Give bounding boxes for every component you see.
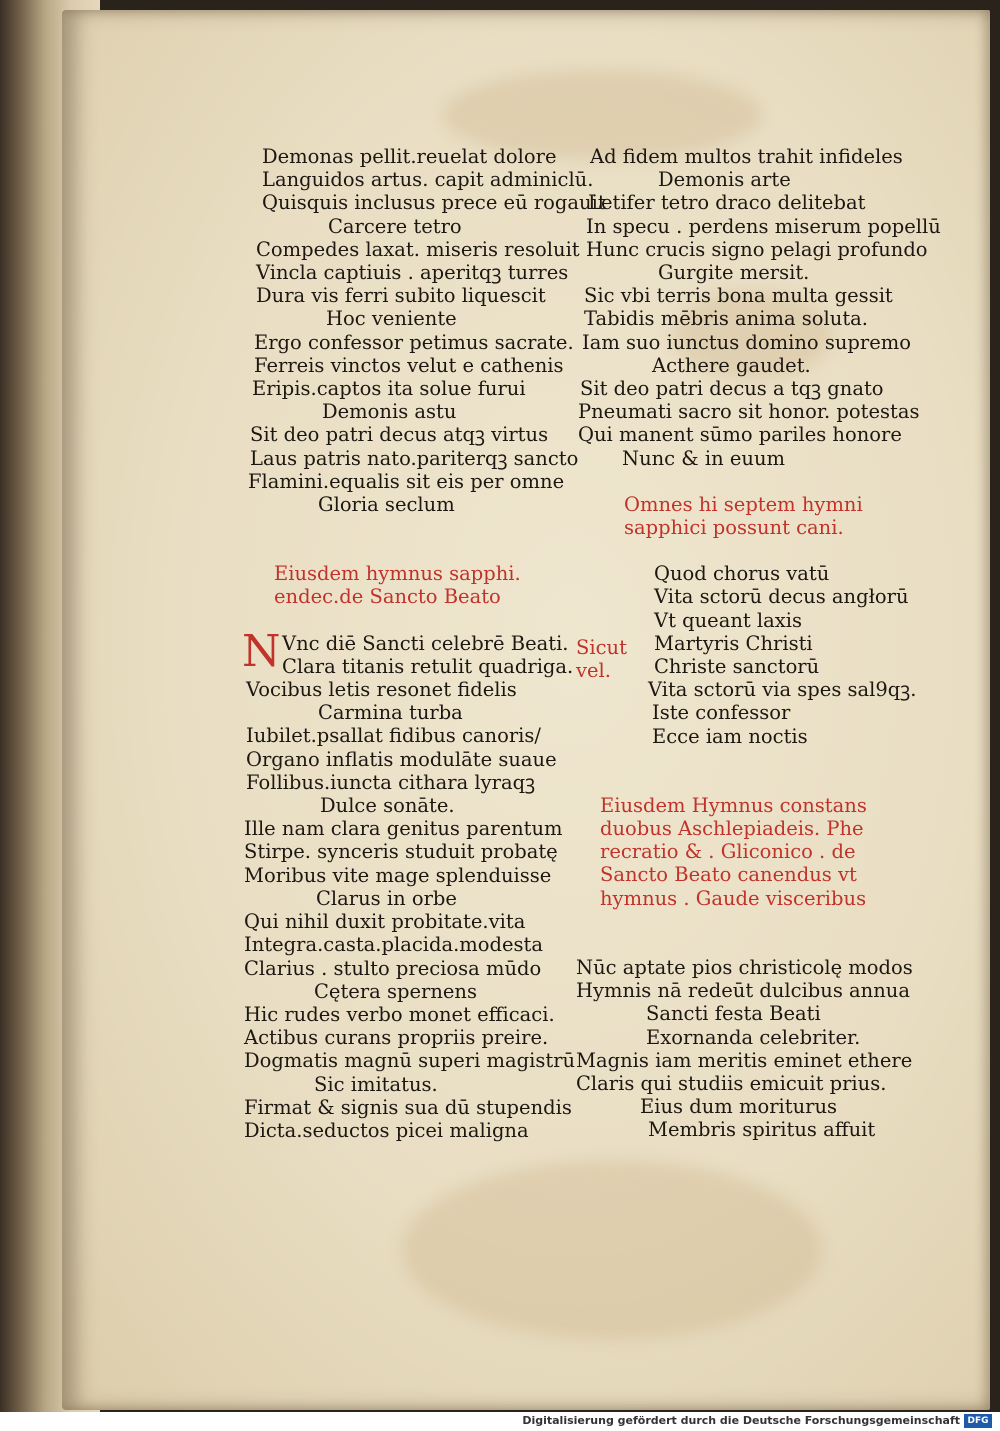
rubric-line: Sancto Beato canendus vt — [600, 863, 857, 887]
text-line: Carmina turba — [318, 701, 463, 725]
text-line: Demonis astu — [322, 400, 457, 424]
text-line: Gloria seclum — [318, 493, 455, 517]
text-line: Carcere tetro — [328, 214, 462, 238]
text-line: Membris spiritus affuit — [648, 1118, 876, 1142]
text-line: Eius dum moriturus — [640, 1095, 838, 1119]
text-line: Languidos artus. capit adminiclū. — [262, 168, 594, 192]
rubric-line: Eiusdem Hymnus constans — [600, 793, 867, 817]
text-line: Eripis.captos ita solue furui — [252, 377, 526, 401]
text-line: In specu . perdens miserum popellū — [586, 214, 941, 238]
text-line: Ecce iam noctis — [652, 724, 808, 748]
margin-note-line: vel. — [576, 659, 611, 683]
text-line: Sit deo patri decus atqꝫ virtus — [250, 423, 549, 447]
text-line: Ferreis vinctos velut e cathenis — [254, 353, 564, 377]
left-block-2 — [242, 625, 576, 1142]
text-line: Nūc aptate pios christicolę modos — [576, 955, 913, 979]
text-line: Stirpe. synceris studuit probatę — [244, 840, 558, 864]
text-line: Vincla captiuis . aperitqꝫ turres — [256, 261, 569, 285]
text-line: Dogmatis magnū superi magistrū — [244, 1049, 576, 1073]
rubric-line: Omnes hi septem hymni — [624, 492, 863, 516]
text-line: Vt queant laxis — [654, 608, 803, 632]
rubric-line: sapphici possunt cani. — [624, 516, 844, 540]
text-line: Flamini.equalis sit eis per omne — [248, 469, 565, 493]
text-line: Martyris Christi — [654, 631, 813, 655]
right-block-1 — [576, 145, 941, 470]
rubric-line: Eiusdem hymnus sapphi. — [274, 562, 521, 586]
margin-note-line: Sicut — [576, 636, 627, 659]
dropcap: N — [242, 625, 281, 677]
text-line: Quod chorus vatū — [654, 562, 830, 586]
dfg-logo: DFG — [964, 1414, 992, 1428]
text-line: Tabidis mēbris anima soluta. — [584, 307, 868, 331]
text-line: Ergo confessor petimus sacrate. — [254, 330, 574, 354]
text-line: Sic imitatus. — [314, 1072, 438, 1096]
text-line: Clarus in orbe — [316, 886, 457, 910]
text-line: Ad fidem multos trahit infideles — [590, 145, 903, 168]
left-rubric-heading — [244, 562, 564, 608]
text-line: Qui manent sūmo pariles honore — [578, 423, 902, 447]
text-line: Qui nihil duxit probitate.vita — [244, 910, 526, 934]
right-rubric-2 — [576, 794, 906, 910]
text-line: Demonis arte — [658, 168, 791, 192]
text-line: Claris qui studiis emicuit prius. — [576, 1071, 887, 1095]
text-line: Nunc & in euum — [622, 446, 785, 470]
text-line: Ille nam clara genitus parentum — [244, 817, 563, 841]
text-line: Clara titanis retulit quadriga. — [282, 654, 574, 678]
text-line: Sit deo patri decus a tqꝫ gnato — [580, 377, 884, 401]
margin-note — [576, 636, 627, 682]
text-line: Actibus curans propriis preire. — [244, 1026, 549, 1050]
text-line: Laus patris nato.pariterqꝫ sancto — [250, 446, 579, 470]
text-line: Cętera spernens — [314, 979, 477, 1003]
text-line: Dura vis ferri subito liquescit — [256, 284, 546, 308]
text-line: Letifer tetro draco delitebat — [588, 191, 866, 215]
text-line: Iubilet.psallat fidibus canoris/ — [246, 724, 541, 748]
text-line: Dicta.seductos picei maligna — [244, 1118, 529, 1142]
rubric-line: hymnus . Gaude visceribus — [600, 886, 867, 910]
text-line: Quisquis inclusus prece eū rogauit — [262, 191, 606, 215]
text-line: Vita sctorū via spes sal9qꝫ. — [648, 678, 917, 702]
text-line: Vocibus letis resonet fidelis — [246, 678, 517, 702]
text-line: Firmat & signis sua dū stupendis — [244, 1095, 572, 1119]
text-line: Gurgite mersit. — [658, 261, 810, 285]
text-line: Sic vbi terris bona multa gessit — [584, 284, 893, 308]
text-line: Christe sanctorū — [654, 655, 820, 679]
text-line: Hic rudes verbo monet efficaci. — [244, 1002, 555, 1026]
text-line: Acthere gaudet. — [652, 353, 811, 377]
text-line: Demonas pellit.reuelat dolore — [262, 145, 557, 168]
water-stain — [402, 1160, 822, 1340]
text-line: Pneumati sacro sit honor. potestas — [578, 400, 920, 424]
rubric-line: duobus Aschlepiadeis. Phe — [600, 817, 864, 841]
text-line: Iste confessor — [652, 701, 791, 725]
text-line: Compedes laxat. miseris resoluit — [256, 237, 580, 261]
text-line: Hoc veniente — [326, 307, 457, 331]
footer-credit: Digitalisierung gefördert durch die Deutsche Forschungsgemeinschaft — [522, 1414, 960, 1427]
left-block-1 — [244, 145, 606, 517]
rubric-line: endec.de Sancto Beato — [274, 585, 501, 609]
text-line: Vita sctorū decus angłorū — [654, 585, 909, 609]
text-line: Dulce sonāte. — [320, 794, 455, 818]
text-line: Magnis iam meritis eminet ethere — [576, 1048, 913, 1072]
rubric-line: recratio & . Gliconico . de — [600, 840, 856, 864]
text-line-content: Vnc diē Sancti celebrē Beati. — [282, 631, 569, 655]
text-line: Iam suo iunctus domino supremo — [582, 330, 911, 354]
text-line: Follibus.iuncta cithara lyraqꝫ — [246, 770, 536, 794]
text-line: Integra.casta.placida.modesta — [244, 933, 544, 957]
right-rubric-1 — [576, 493, 906, 539]
text-line: Clarius . stulto preciosa mūdo — [244, 956, 542, 980]
text-line: Hunc crucis signo pelagi profundo — [586, 237, 928, 261]
text-line: Organo inflatis modulāte suaue — [246, 747, 557, 771]
text-line: Exornanda celebriter. — [646, 1025, 861, 1049]
text-line: Hymnis nā redeūt dulcibus annua — [576, 979, 910, 1003]
text-line: Moribus vite mage splenduisse — [244, 863, 552, 887]
right-block-2 — [576, 955, 913, 1142]
text-line: Sancti festa Beati — [646, 1002, 821, 1026]
